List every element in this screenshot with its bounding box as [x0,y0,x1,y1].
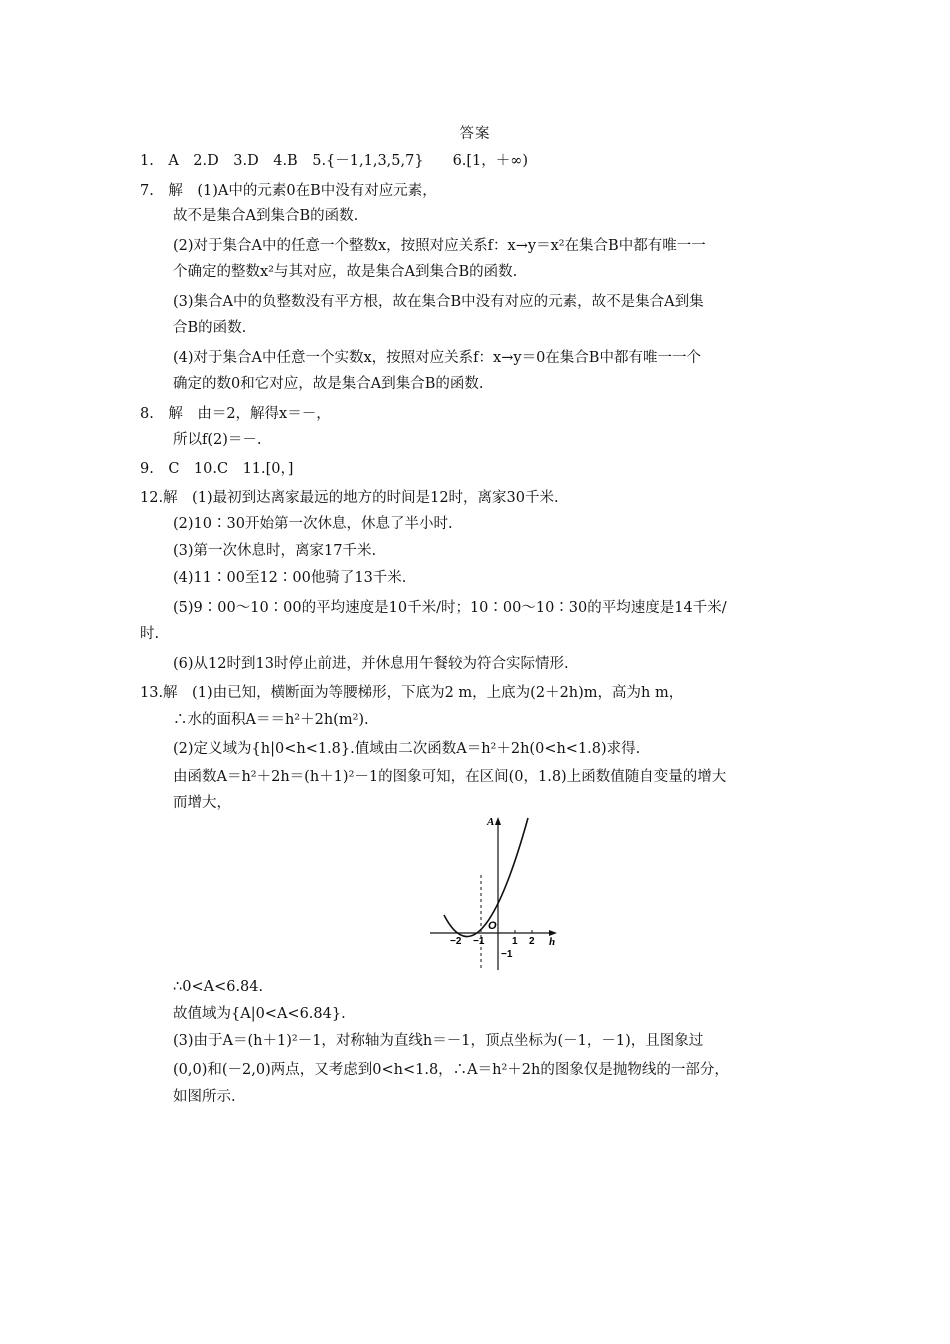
parabola-curve [444,818,528,937]
answer-7-3-cont: 合B的函数. [173,320,247,336]
answer-13-2-cont: 由函数A＝h²＋2h＝(h＋1)²－1的图象可知，在区间(0，1.8)上函数值随自变量的增大 [173,769,727,785]
tick-label-a-neg1: −1 [501,949,513,960]
tick-label-1: 1 [512,936,518,947]
answer-7-4-cont: 确定的数0和它对应，故是集合A到集合B的函数. [173,376,484,392]
origin-label: O [488,920,497,932]
answer-9-11: 9. C 10.C 11.[0，] [140,461,294,477]
axis-label-a: A [487,816,495,828]
tick-label-neg2: −2 [450,936,462,947]
answer-13-2: (2)定义域为{h|0<h<1.8}.值域由二次函数A＝h²＋2h(0<h<1.8)求得. [173,741,641,757]
answer-12-2: (2)10∶30开始第一次休息，休息了半小时. [173,516,453,532]
answer-12-3: (3)第一次休息时，离家17千米. [173,543,377,559]
answer-7-4: (4)对于集合A中任意一个实数x，按照对应关系f：x→y＝0在集合B中都有唯一一个 [173,350,701,366]
answer-7-2: (2)对于集合A中的任意一个整数x，按照对应关系f：x→y＝x²在集合B中都有唯一一 [173,238,706,254]
page-title: 答案 [459,126,491,142]
answer-13-range: ∴0<A<6.84. [173,979,264,995]
tick-label-2: 2 [529,936,535,947]
axis-label-h: h [549,936,556,948]
answer-12-4: (4)11∶00至12∶00他骑了13千米. [173,570,407,586]
answer-13-3-cont: (0,0)和(－2,0)两点，又考虑到0<h<1.8，∴A＝h²＋2h的图象仅是抛物线的一部分， [173,1062,729,1078]
answer-line-1-6: 1. A 2.D 3.D 4.B 5.{－1,1,3,5,7} 6.[1，＋∞) [140,153,529,169]
answer-7-intro: 7. 解 (1)A中的元素0在B中没有对应元素， [140,183,437,199]
answer-7-2-cont: 个确定的整数x²与其对应，故是集合A到集合B的函数. [173,264,518,280]
answer-13-2-cont2: 而增大， [173,795,231,811]
answer-13-3-cont2: 如图所示. [173,1089,236,1105]
answer-12-6: (6)从12时到13时停止前进，并休息用午餐较为符合实际情形. [173,656,569,672]
answer-13-range-conclusion: 故值域为{A|0<A<6.84}. [173,1006,346,1022]
answer-12-1: 12.解 (1)最初到达离家最远的地方的时间是12时，离家30千米. [140,490,559,506]
a-axis-arrow [495,817,501,825]
answer-7-3: (3)集合A中的负整数没有平方根，故在集合B中没有对应的元素，故不是集合A到集 [173,294,704,310]
answer-12-5: (5)9∶00～10∶00的平均速度是10千米/时；10∶00～10∶30的平均速度是14千米/ [173,600,727,616]
parabola-graph [425,815,565,973]
tick-label-neg1: −1 [473,936,485,947]
answer-12-5-cont: 时. [140,626,160,642]
answer-8-cont: 所以f(2)＝－. [173,432,262,448]
answer-7-1-cont: 故不是集合A到集合B的函数. [173,208,359,224]
answer-13-3: (3)由于A＝(h＋1)²－1，对称轴为直线h＝－1，顶点坐标为(－1，－1)，且图象过 [173,1033,704,1049]
answer-13-1-cont: ∴水的面积A＝＝h²＋2h(m²). [173,712,369,728]
answer-8: 8. 解 由＝2，解得x＝－， [140,406,331,422]
answer-13-1: 13.解 (1)由已知，横断面为等腰梯形，下底为2 m，上底为(2＋2h)m，高为h m， [140,685,684,701]
